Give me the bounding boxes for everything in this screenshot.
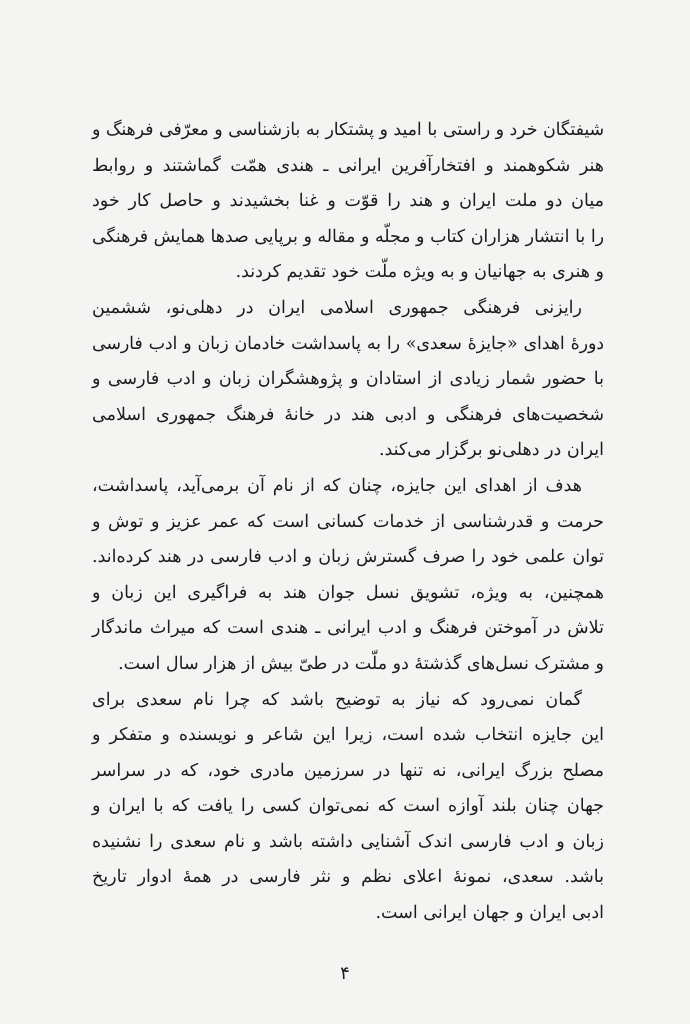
page-number: ۴ — [340, 963, 350, 984]
paragraph-1 — [92, 113, 604, 291]
text-line: توان علمی خود را صرف گسترش زبان و ادب فارسی در هند کرده‌اند. — [92, 547, 604, 568]
text-line: شیفتگان خرد و راستی با امید و پشتکار به بازشناسی و معرّفی فرهنگ و — [92, 120, 604, 140]
text-line: همچنین، به ویژه، تشویق نسل جوان هند به فراگیری این زبان و — [92, 582, 604, 603]
text-line: زبان و ادب فارسی اندک آشنایی داشته باشد و نام سعدی را نشنیده — [92, 831, 604, 852]
text-line: جهان چنان بلند آوازه است که نمی‌توان کسی را یافت که با ایران و — [92, 796, 604, 817]
text-line: و مشترک نسل‌های گذشتهٔ دو ملّت در طیّ بیش از هزار سال است. — [118, 653, 604, 674]
text-line: هدف از اهدای این جایزه، چنان که از نام آن برمی‌آید، پاسداشت، — [92, 475, 582, 496]
text-line: ایران در دهلی‌نو برگزار می‌کند. — [378, 440, 604, 461]
text-line: و هنری به جهانیان و به ویژه ملّت خود تقدیم کردند. — [235, 262, 604, 283]
paragraph-4 — [92, 683, 604, 932]
paragraph-2 — [92, 291, 604, 469]
text-line: با حضور شمار زیادی از استادان و پژوهشگران زبان و ادب فارسی و — [92, 369, 604, 390]
text-line: باشد. سعدی، نمونهٔ اعلای نظم و نثر فارسی در همهٔ ادوار تاریخ — [92, 867, 604, 888]
paragraph-3 — [92, 469, 604, 683]
text-line: تلاش در آموختن فرهنگ و ادب ایرانی ـ هندی است که میراث ماندگار — [92, 618, 604, 639]
text-line: ادبی ایران و جهان ایرانی است. — [375, 903, 604, 924]
text-line: گمان نمی‌رود که نیاز به توضیح باشد که چرا نام سعدی برای — [92, 689, 582, 710]
text-line: میان دو ملت ایران و هند را قوّت و غنا بخشیدند و حاصل کار خود — [92, 191, 604, 212]
text-line: حرمت و قدرشناسی از خدمات کسانی است که عمر عزیز و توش و — [92, 511, 604, 532]
text-line: این جایزه انتخاب شده است، زیرا این شاعر و نویسنده و متفکر و — [92, 725, 604, 746]
text-line: هنر شکوهمند و افتخارآفرین ایرانی ـ هندی همّت گماشتند و روابط — [92, 155, 604, 176]
body-text — [92, 113, 604, 932]
text-line: مصلح بزرگ ایرانی، نه تنها در سرزمین مادری خود، که در سراسر — [92, 760, 604, 781]
text-line: را با انتشار هزاران کتاب و مجلّه و مقاله و برپایی صدها همایش فرهنگی — [92, 226, 604, 247]
text-line: دورهٔ اهدای «جایزهٔ سعدی» را به پاسداشت خادمان زبان و ادب فارسی — [92, 333, 604, 354]
text-line: شخصیت‌های فرهنگی و ادبی هند در خانهٔ فرهنگ جمهوری اسلامی — [92, 404, 604, 425]
text-line: رایزنی فرهنگی جمهوری اسلامی ایران در دهلی‌نو، ششمین — [92, 297, 582, 318]
